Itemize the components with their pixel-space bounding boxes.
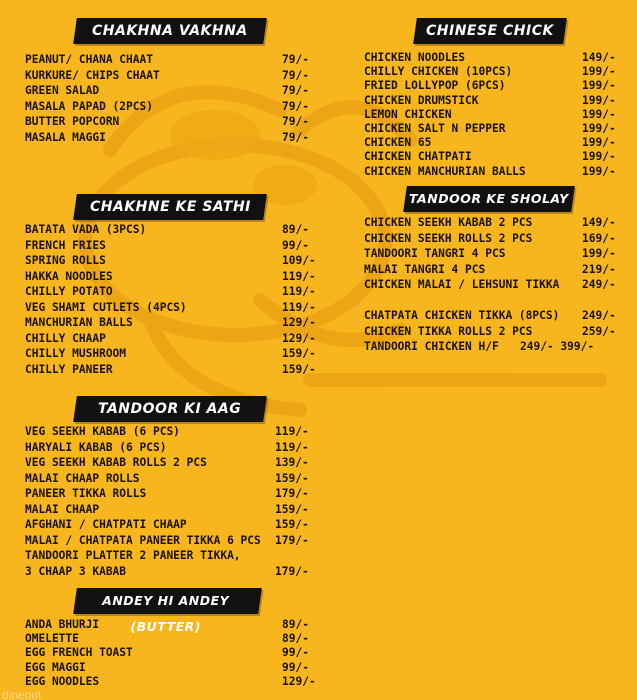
menu-item-name: MASALA MAGGI: [25, 130, 106, 144]
menu-item-price: 89/-: [282, 632, 309, 646]
menu-item: [364, 293, 622, 309]
menu-item: [25, 130, 315, 146]
section-header-tandoor-ke-sholay: TANDOOR KE SHOLAY: [403, 186, 575, 212]
menu-item: [364, 51, 622, 65]
menu-item: [25, 300, 315, 316]
menu-item: [25, 455, 315, 471]
section-header-chakhna-vakhna: CHAKHNA VAKHNA: [73, 18, 267, 44]
menu-item: [25, 564, 315, 580]
menu-item: [364, 308, 622, 324]
menu-item-price: 199/-: [582, 79, 616, 93]
menu-item: [25, 222, 315, 238]
section-header-chakhne-ke-sathi: CHAKHNE KE SATHI: [73, 194, 267, 220]
menu-item: [25, 533, 315, 549]
menu-item-name: CHICKEN SALT N PEPPER: [364, 121, 506, 135]
menu-item: [25, 346, 315, 362]
menu-item-price: 129/-: [282, 316, 316, 329]
menu-item: [25, 646, 315, 660]
menu-item-price: 199/-: [582, 136, 616, 150]
menu-item-name: CHICKEN NOODLES: [364, 51, 466, 64]
section-header-chinese-chick: CHINESE CHICK: [413, 18, 567, 44]
menu-item-price: 99/-: [282, 646, 309, 660]
menu-item: [25, 331, 315, 347]
menu-item: [25, 502, 315, 518]
menu-item-name: CHILLY CHICKEN (10PCS): [364, 65, 513, 79]
menu-item-name: HAKKA NOODLES: [25, 269, 113, 283]
menu-item: [364, 231, 622, 247]
menu-list-chakhna-vakhna: [25, 52, 315, 145]
menu-item: [25, 632, 315, 646]
menu-item-price: 159/-: [275, 518, 309, 531]
menu-item-name: LEMON CHICKEN: [364, 107, 452, 121]
menu-item-price: 89/-: [282, 618, 309, 631]
menu-item-price: 179/-: [275, 487, 309, 500]
menu-item: [25, 618, 315, 632]
menu-item: [364, 122, 622, 136]
menu-item-name: GREEN SALAD: [25, 84, 100, 97]
menu-item-name: MALAI / CHATPATA PANEER TIKKA 6 PCS: [25, 533, 261, 547]
menu-item-name: AFGHANI / CHATPATI CHAAP: [25, 518, 187, 531]
menu-item-price: 169/-: [582, 231, 616, 245]
menu-item-name: ANDA BHURJI: [25, 618, 100, 631]
menu-item: [364, 215, 622, 231]
menu-item: [25, 68, 315, 84]
menu-item-name: CHICKEN CHATPATI: [364, 150, 472, 164]
menu-item: [25, 114, 315, 130]
menu-item-price: 79/-: [282, 68, 309, 82]
menu-item: [25, 440, 315, 456]
menu-item-price: 159/-: [275, 471, 309, 485]
menu-item: [364, 79, 622, 93]
menu-item-price: 79/-: [282, 99, 309, 113]
menu-item-price: 199/-: [582, 247, 616, 260]
menu-item-price: 139/-: [275, 456, 309, 469]
menu-item: [364, 136, 622, 150]
menu-item-price: 249/-: [582, 309, 616, 322]
menu-item-price: 199/-: [582, 93, 616, 107]
menu-item: [25, 486, 315, 502]
menu-item-name: CHICKEN 65: [364, 136, 432, 150]
menu-item-price: 79/-: [282, 84, 309, 97]
menu-item-name: MASALA PAPAD (2PCS): [25, 99, 153, 113]
menu-item-price: 199/-: [582, 107, 616, 121]
menu-item-name: FRENCH FRIES: [25, 238, 106, 252]
menu-item-price: 199/-: [582, 65, 616, 79]
menu-item-price: 179/-: [275, 564, 309, 578]
menu-item-price: 259/-: [582, 324, 616, 338]
menu-item-price: 99/-: [282, 238, 309, 252]
menu-item-name: CHICKEN MALAI / LEHSUNI TIKKA: [364, 278, 560, 291]
menu-item-name: SPRING ROLLS: [25, 254, 106, 267]
menu-item-name: PEANUT/ CHANA CHAAT: [25, 53, 153, 66]
menu-item-price: 109/-: [282, 254, 316, 267]
menu-item-name: EGG NOODLES: [25, 674, 100, 688]
menu-item-name: CHICKEN SEEKH ROLLS 2 PCS: [364, 231, 533, 245]
menu-item-name: CHATPATA CHICKEN TIKKA (8PCS): [364, 309, 560, 322]
menu-item-price: 79/-: [282, 130, 309, 144]
menu-item: [25, 471, 315, 487]
menu-item-name: CHICKEN TIKKA ROLLS 2 PCS: [364, 324, 533, 338]
menu-item: [25, 517, 315, 533]
menu-item-price: 249/- 399/-: [520, 340, 595, 353]
menu-item-name: EGG FRENCH TOAST: [25, 646, 133, 660]
menu-item-name: CHILLY MUSHROOM: [25, 347, 127, 360]
menu-item: [364, 262, 622, 278]
menu-item: [25, 315, 315, 331]
menu-item-name: CHICKEN SEEKH KABAB 2 PCS: [364, 216, 533, 229]
menu-item: [25, 362, 315, 378]
menu-item-price: 199/-: [582, 121, 616, 135]
menu-item-name: TANDOORI CHICKEN H/F: [364, 340, 499, 353]
menu-item-price: 149/-: [582, 51, 616, 64]
menu-item-price: 159/-: [282, 347, 316, 360]
menu-item-name: CHILLY PANEER: [25, 362, 113, 376]
menu-item: [364, 277, 622, 293]
menu-item-price: 79/-: [282, 53, 309, 66]
menu-item: [364, 246, 622, 262]
menu-item-price: 199/-: [582, 150, 616, 164]
menu-item-name: VEG SHAMI CUTLETS (4PCS): [25, 300, 187, 314]
section-header-tandoor-ki-aag: TANDOOR KI AAG: [73, 396, 267, 422]
menu-item-price: 119/-: [275, 425, 309, 438]
menu-item-name: CHILLY CHAAP: [25, 331, 106, 345]
menu-item-name: MALAI CHAAP ROLLS: [25, 471, 140, 485]
menu-item-name: OMELETTE: [25, 632, 79, 646]
menu-item-price: 79/-: [282, 115, 309, 128]
menu-item-name: VEG SEEKH KABAB (6 PCS): [25, 425, 180, 438]
menu-item: [25, 83, 315, 99]
menu-item-price: 179/-: [275, 533, 309, 547]
menu-item-name: KURKURE/ CHIPS CHAAT: [25, 68, 160, 82]
menu-item-price: 89/-: [282, 223, 309, 236]
menu-item: [364, 339, 622, 355]
menu-item: [25, 52, 315, 68]
menu-item-price: 159/-: [282, 362, 316, 376]
menu-item-name: CHICKEN MANCHURIAN BALLS: [364, 164, 526, 178]
menu-item-name: CHICKEN DRUMSTICK: [364, 93, 479, 107]
menu-item-name: 3 CHAAP 3 KABAB: [25, 564, 127, 578]
menu-item: [25, 269, 315, 285]
menu-item: [364, 94, 622, 108]
menu-item-price: 129/-: [282, 331, 316, 345]
menu-item-price: 129/-: [282, 674, 316, 688]
menu-item-name: TANDOORI TANGRI 4 PCS: [364, 247, 506, 260]
menu-item-name: TANDOORI PLATTER 2 PANEER TIKKA,: [25, 549, 241, 562]
menu-item: [364, 165, 622, 179]
menu-item-name: MALAI TANGRI 4 PCS: [364, 262, 486, 276]
menu-item-name: HARYALI KABAB (6 PCS): [25, 440, 167, 454]
menu-item-price: 99/-: [282, 660, 309, 674]
menu-list-chakhne-ke-sathi: [25, 222, 315, 377]
menu-item: [364, 65, 622, 79]
menu-item: [25, 548, 315, 564]
menu-item: [25, 284, 315, 300]
menu-list-tandoor-ke-sholay: [364, 215, 622, 355]
section-header-andey-hi-andey: ANDEY HI ANDEY (BUTTER): [73, 588, 262, 614]
menu-item-price: 199/-: [582, 164, 616, 178]
menu-item-price: 119/-: [282, 300, 316, 314]
menu-item-name: VEG SEEKH KABAB ROLLS 2 PCS: [25, 456, 207, 469]
menu-item: [25, 99, 315, 115]
menu-item-price: 149/-: [582, 216, 616, 229]
menu-item-name: BUTTER POPCORN: [25, 115, 120, 128]
menu-item-name: EGG MAGGI: [25, 660, 86, 674]
menu-item-name: BATATA VADA (3PCS): [25, 223, 147, 236]
menu-item: [25, 661, 315, 675]
menu-item-price: 159/-: [275, 502, 309, 516]
menu-item-price: 249/-: [582, 278, 616, 291]
menu-item: [364, 324, 622, 340]
menu-item: [364, 108, 622, 122]
menu-item: [364, 150, 622, 164]
menu-item-name: CHILLY POTATO: [25, 285, 113, 298]
menu-item-name: PANEER TIKKA ROLLS: [25, 487, 147, 500]
menu-list-chinese-chick: [364, 51, 622, 179]
menu-list-andey-hi-andey: [25, 618, 315, 689]
watermark: dineout: [2, 688, 42, 700]
menu-item-name: FRIED LOLLYPOP (6PCS): [364, 79, 506, 93]
menu-item-price: 119/-: [282, 285, 316, 298]
menu-item-price: 119/-: [282, 269, 316, 283]
menu-item: [25, 238, 315, 254]
menu-item: [25, 675, 315, 689]
menu-item-name: MANCHURIAN BALLS: [25, 316, 133, 329]
menu-item: [25, 424, 315, 440]
menu-item-price: 119/-: [275, 440, 309, 454]
menu-item: [25, 253, 315, 269]
menu-list-tandoor-ki-aag: [25, 424, 315, 579]
menu-item-price: 219/-: [582, 262, 616, 276]
menu-item-name: MALAI CHAAP: [25, 502, 100, 516]
